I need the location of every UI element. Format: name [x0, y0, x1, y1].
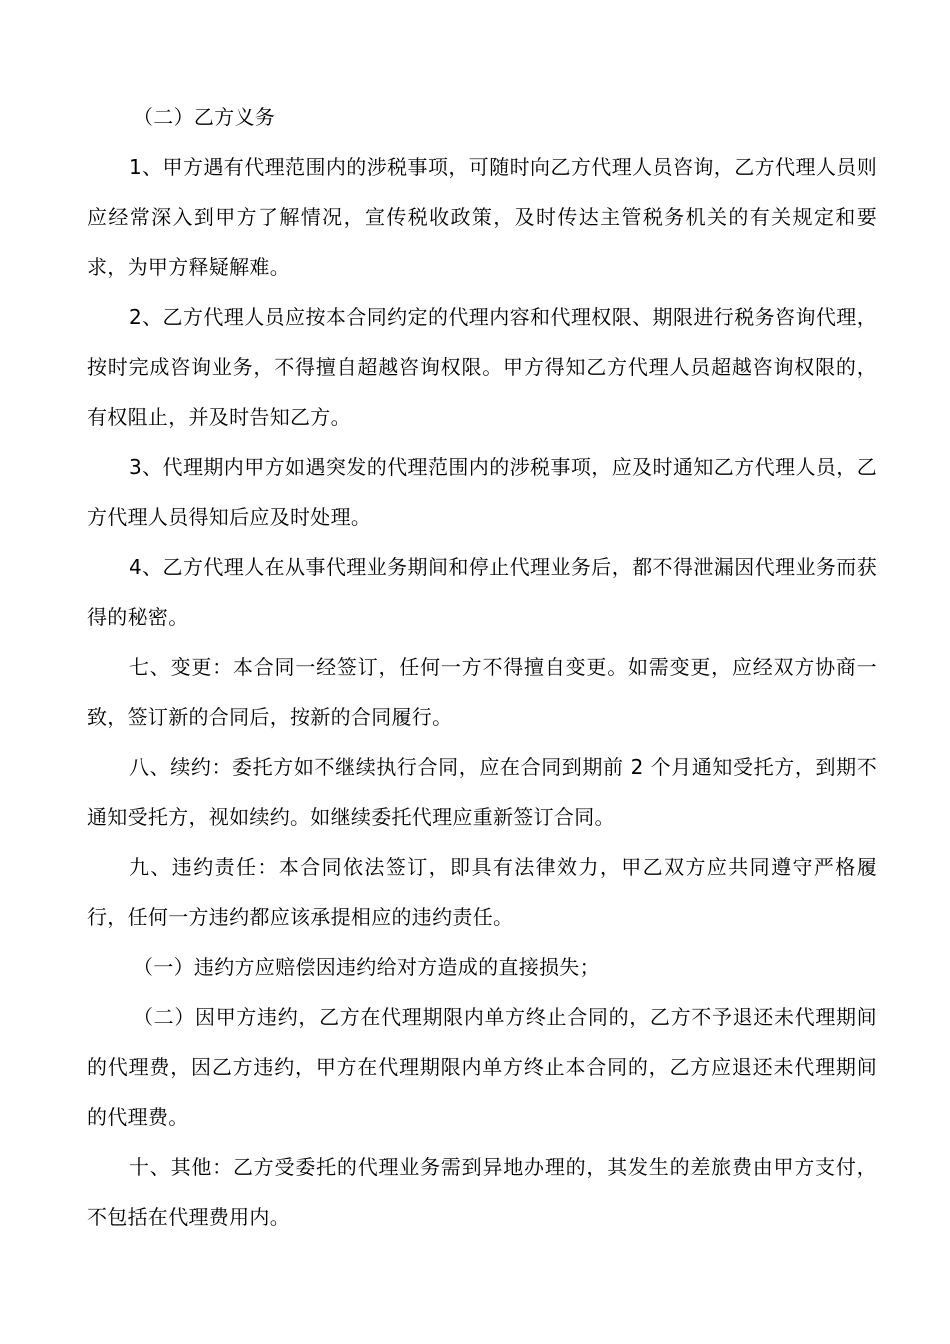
article-10-other: 十、其他：乙方受委托的代理业务需到异地办理的，其发生的差旅费由甲方支付，不包括在代理费用内。 [87, 1155, 877, 1229]
clause-b-2: 2、乙方代理人员应按本合同约定的代理内容和代理权限、期限进行税务咨询代理，按时完成咨询业务，不得擅自超越咨询权限。甲方得知乙方代理人员超越咨询权限的，有权阻止，并及时告知乙方。 [87, 305, 877, 429]
clause-b-3: 3、代理期内甲方如遇突发的代理范围内的涉税事项，应及时通知乙方代理人员，乙方代理人员得知后应及时处理。 [87, 455, 877, 529]
section-heading-party-b-obligations: （二）乙方义务 [133, 105, 276, 129]
breach-item-1: （一）违约方应赔偿因违约给对方造成的直接损失； [133, 955, 600, 979]
article-7-change: 七、变更：本合同一经签订，任何一方不得擅自变更。如需变更，应经双方协商一致，签订新的合同后，按新的合同履行。 [87, 655, 877, 729]
clause-b-4: 4、乙方代理人在从事代理业务期间和停止代理业务后，都不得泄漏因代理业务而获得的秘密。 [87, 555, 877, 629]
article-8-renewal: 八、续约：委托方如不继续执行合同，应在合同到期前 2 个月通知受托方，到期不通知受托方，视如续约。如继续委托代理应重新签订合同。 [87, 755, 877, 829]
breach-item-2: （二）因甲方违约，乙方在代理期限内单方终止合同的，乙方不予退还未代理期间的代理费，因乙方违约，甲方在代理期限内单方终止本合同的，乙方应退还未代理期间的代理费。 [87, 1005, 877, 1129]
article-9-breach: 九、违约责任：本合同依法签订，即具有法律效力，甲乙双方应共同遵守严格履行，任何一方违约都应该承提相应的违约责任。 [87, 855, 877, 929]
clause-b-1: 1、甲方遇有代理范围内的涉税事项，可随时向乙方代理人员咨询，乙方代理人员则应经常深入到甲方了解情况，宣传税收政策，及时传达主管税务机关的有关规定和要求，为甲方释疑解难。 [87, 155, 877, 279]
